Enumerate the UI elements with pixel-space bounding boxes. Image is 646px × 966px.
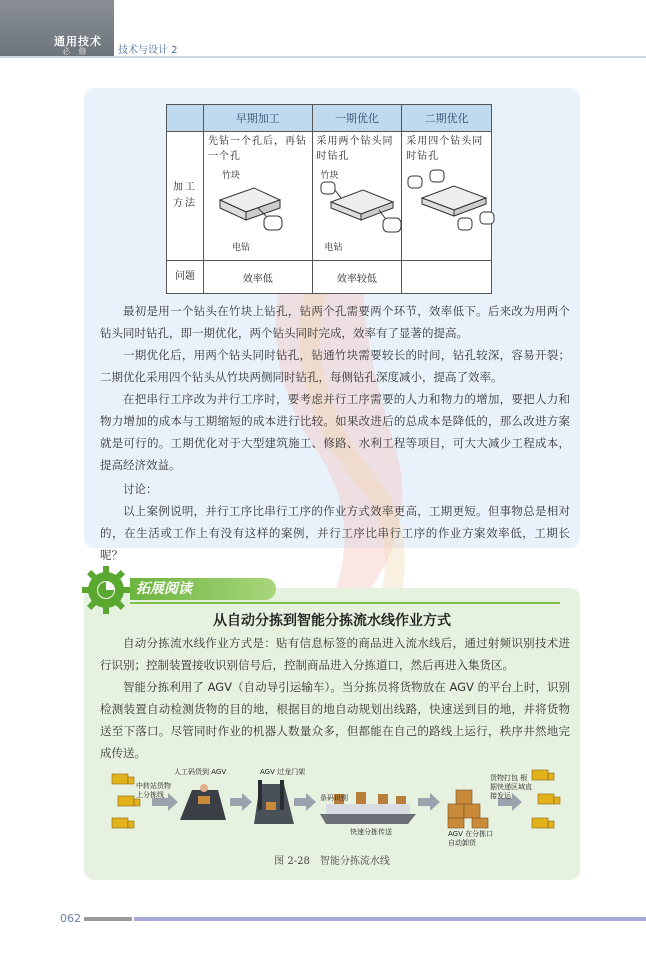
cell-phase2-method [402,132,492,261]
section-title: 从自动分拣到智能分拣流水线作业方式 [213,613,451,629]
col-header-phase1: 一期优化 [312,105,402,132]
drill-illustration-phase1 [317,178,405,238]
step-label: 快速分拣传送 [350,828,392,836]
footer-bar [84,917,132,921]
cell-phase1-problem: 效率较低 [312,261,402,294]
cell-early-problem: 效率低 [204,261,313,294]
step-label: 中转站货物上分拣线 [136,782,171,799]
drill-illustration-early [214,180,294,238]
step-label: 人工码货到 AGV [174,768,227,776]
volume-label: 必 修 [62,47,90,56]
footer-bar [134,917,646,921]
sorting-line-figure [108,760,568,848]
drill-illustration-phase2 [406,168,498,236]
paragraph: 智能分拣利用了 AGV（自动导引运输车）。当分拣员将货物放在 AGV 的平台上时，识别检测装置自动检测货物的目的地，根据目的地自动规划出线路，快速送到目的地，并将货物送至下落口。尽管同时作业的机器人数量众多，但都能在自己的路线上运行，秩序井然地完成传送。 [100,680,570,760]
bamboo-label: 竹块 [222,171,241,181]
paragraph: 在把串行工序改为并行工序时，要考虑并行工序需要的人力和物力的增加，要把人力和物力增加的成本与工期缩短的成本进行比较。如果改进后的总成本是降低的，那么改进方案就是可行的。工期优化对于大型建筑施工、修路、水利工程等项目，可大大减少工程成本，提高经济效益。 [100,392,570,472]
col-header-early: 早期加工 [204,105,313,132]
paragraph: 一期优化后，用两个钻头同时钻孔，钻通竹块需要较长的时间，钻孔较深，容易开裂；二期优化采用四个钻头从竹块两侧同时钻孔，每侧钻孔深度减小，提高了效率。 [100,348,570,384]
extended-reading-label: 拓展阅读 [130,578,276,600]
paragraph: 最初是用一个钻头在竹块上钻孔，钻两个孔需要两个环节，效率低下。后来改为用两个钻头同时钻孔，即一期优化，两个钻头同时完成，效率有了显著的提高。 [100,304,570,340]
process-table [166,104,492,294]
bamboo-label: 竹块 [320,171,339,181]
cell-early-method [204,132,313,261]
book-title: 技术与设计 2 [118,45,178,56]
cell-text: 先钻一个孔后，再钻一个孔 [208,136,307,162]
page-number: 062 [60,912,81,925]
row-label-problem: 问题 [167,261,204,294]
discussion-heading: 讨论： [123,482,158,496]
col-header-phase2: 二期优化 [402,105,492,132]
cell-phase2-problem [402,261,492,294]
series-title: 通用技术 [54,35,102,48]
cell-phase1-method [312,132,402,261]
step-label: 货物打包 根据快递区域直接发运 [490,774,532,800]
step-label: 条码识别 [320,794,348,802]
step-label: AGV 在分拣口自动卸货 [448,830,494,847]
body-text [100,300,570,566]
paragraph: 自动分拣流水线作业方式是：贴有信息标签的商品进入流水线后，通过射频识别技术进行识别；控制装置接收识别信号后，控制商品进入分拣道口，然后再进入集货区。 [100,636,570,672]
paragraph: 以上案例说明，并行工序比串行工序的作业方式效率更高，工期更短。但事物总是相对的，在生活或工作上有没有这样的案例，并行工序比串行工序的作业方案效率低，工期长呢？ [100,504,570,562]
cell-text: 采用四个钻头同时钻孔 [406,136,484,162]
header-divider [0,56,646,58]
cell-text: 采用两个钻头同时钻孔 [316,136,394,162]
extension-text [100,632,570,764]
drill-label: 电钻 [324,243,343,253]
table-corner [167,105,204,132]
drill-label: 电钻 [232,243,251,253]
figure-caption: 图 2-28 智能分拣流水线 [274,856,390,867]
step-label: AGV 过龙门架 [260,768,306,776]
row-label-method: 加工方法 [167,132,204,261]
gear-icon [82,566,130,614]
section-rule [130,602,560,604]
